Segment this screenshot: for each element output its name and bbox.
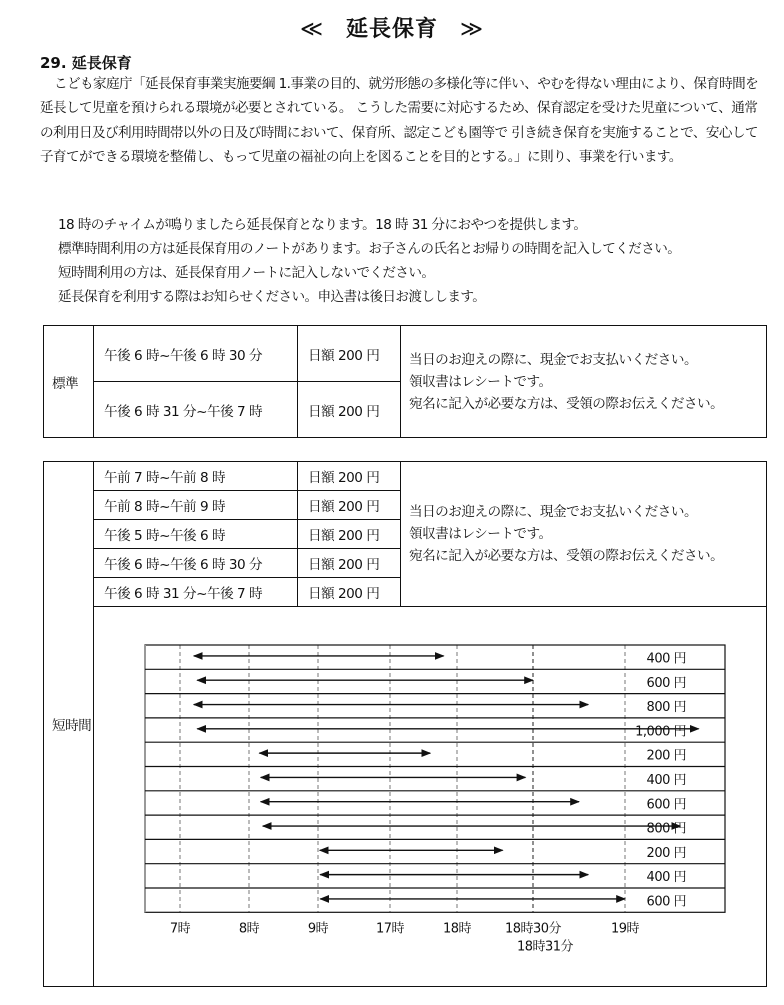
note-line: 短時間利用の方は、延長保育用ノートに記入しないでください。 xyxy=(58,265,435,281)
fee-label: 400 円 xyxy=(646,772,686,788)
time-cell: 午後 5 時~午後 6 時 xyxy=(94,520,298,549)
x-tick-label: 18時30分 xyxy=(504,921,562,937)
fee-cell: 日額 200 円 xyxy=(298,382,401,438)
note-line: 延長保育を利用する際はお知らせください。申込書は後日お渡しします。 xyxy=(58,289,486,305)
payment-note-cell xyxy=(401,462,767,607)
x-tick-label: 18時 xyxy=(442,921,472,937)
table-row xyxy=(44,462,767,491)
x-tick-label: 17時 xyxy=(375,921,405,937)
payment-note-line: 領収書はレシートです。 xyxy=(409,526,552,542)
payment-note-line: 宛名に記入が必要な方は、受領の際お伝えください。 xyxy=(409,548,724,564)
fee-cell: 日額 200 円 xyxy=(298,326,401,382)
payment-note-cell xyxy=(401,326,767,438)
category-cell: 短時間 xyxy=(44,462,94,987)
note-line: 標準時間利用の方は延長保育用のノートがあります。お子さんの氏名とお帰りの時間を記入してください。 xyxy=(58,241,681,257)
time-cell: 午前 7 時~午前 8 時 xyxy=(94,462,298,491)
payment-note-line: 領収書はレシートです。 xyxy=(409,373,552,390)
intro-paragraph: こども家庭庁「延長保育事業実施要綱 1.事業の目的、就労形態の多様化等に伴い、やむを得ない理由により、保育時間を延長して児童を預けられる環境が必要とされている。 こうした需要に対応するため、保育認定を受けた児童について、通常の利用日及び利用時間帯以外の日及び時間において、保育所、認定こども園等で 引き続き保育を実施することで、安心して子育てができる環境を整備し、もって児童の福祉の向上を図ることを目的とする。」に則り、事業を行います。 xyxy=(40,76,759,165)
time-cell: 午後 6 時~午後 6 時 30 分 xyxy=(94,326,298,382)
x-tick-label-extra: 18時31分 xyxy=(516,939,574,955)
category-cell: 標準 xyxy=(44,326,94,438)
page-title xyxy=(0,12,784,43)
time-cell: 午後 6 時~午後 6 時 30 分 xyxy=(94,549,298,578)
time-cell: 午後 6 時 31 分~午後 7 時 xyxy=(94,578,298,607)
note-line: 18 時のチャイムが鳴りましたら延長保育となります。18 時 31 分におやつを提供します。 xyxy=(58,217,587,233)
x-tick-label: 7時 xyxy=(169,921,191,937)
fee-label: 400 円 xyxy=(646,651,686,667)
fee-label: 400 円 xyxy=(646,870,686,886)
section-heading: 29. 延長保育 xyxy=(40,54,132,72)
x-tick-label: 19時 xyxy=(610,921,640,937)
x-tick-label: 9時 xyxy=(307,921,329,937)
fee-label: 800 円 xyxy=(646,700,686,716)
time-cell: 午前 8 時~午前 9 時 xyxy=(94,491,298,520)
x-tick-label: 8時 xyxy=(238,921,260,937)
fee-cell: 日額 200 円 xyxy=(298,462,401,491)
payment-note-line: 当日のお迎えの際に、現金でお支払いください。 xyxy=(409,504,698,520)
title-bracket-left: ≪ xyxy=(299,17,324,42)
chart-frame xyxy=(145,645,725,912)
fee-cell: 日額 200 円 xyxy=(298,549,401,578)
timeline-chart xyxy=(106,614,766,974)
standard-fee-table xyxy=(43,325,767,438)
title-text: 延長保育 xyxy=(345,17,438,42)
payment-note-line: 当日のお迎えの際に、現金でお支払いください。 xyxy=(409,351,698,368)
fee-cell: 日額 200 円 xyxy=(298,578,401,607)
fee-label: 1,000 円 xyxy=(635,724,686,740)
fee-cell: 日額 200 円 xyxy=(298,491,401,520)
fee-cell: 日額 200 円 xyxy=(298,520,401,549)
fee-label: 200 円 xyxy=(646,845,686,861)
fee-label: 600 円 xyxy=(646,675,686,691)
fee-label: 600 円 xyxy=(646,894,686,910)
fee-label: 800 円 xyxy=(646,821,686,837)
fee-label: 200 円 xyxy=(646,748,686,764)
table-row xyxy=(44,326,767,382)
title-bracket-right: ≫ xyxy=(460,17,485,42)
payment-note-line: 宛名に記入が必要な方は、受領の際お伝えください。 xyxy=(409,395,724,412)
fee-label: 600 円 xyxy=(646,797,686,813)
time-cell: 午後 6 時 31 分~午後 7 時 xyxy=(94,382,298,438)
